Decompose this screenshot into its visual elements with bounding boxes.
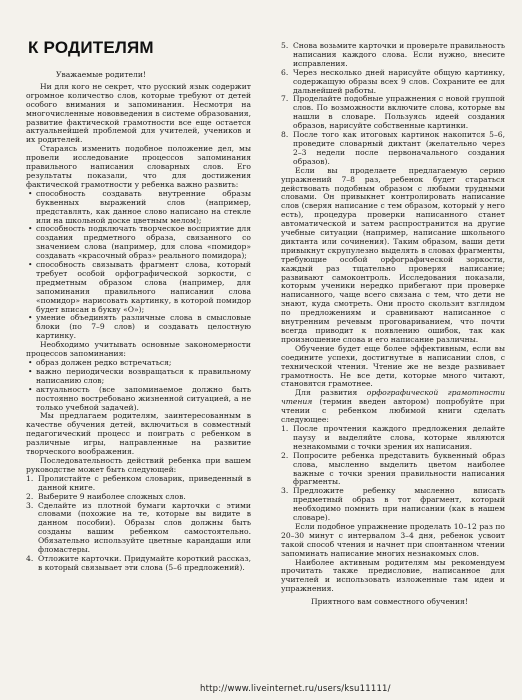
rules-list: [26, 359, 251, 412]
paragraph: Стараясь изменить подобное положение дел, мы провели исследование процессов запоминания правильного написания словарных слов. Его результаты показали, что для достижения фактической грамотности у ребенка важно развить:: [26, 144, 251, 189]
paragraph: Если вы проделаете предлагаемую серию упражнений 7–8 раз, ребенок будет стараться действовать подобным образом с любыми трудными словами. Он привыкнет контролировать написание слов (сверяя написание с тем образом, который у него есть), процедура проверки написанного станет автоматической и затем распространится на другие учебные ситуации (например, написание школьного диктанта или сочинения). Таким образом, ваши дети привыкнут скрупулезно выделять в словах фрагменты, требующие особой орфографической зоркости, каждый раз тщательно проверяя написание; развивают самоконтроль. Исследования показали, которым ученики нередко прибегают при проверке написанного, чаще всего связана с тем, что дети не знают, куда смотреть. Они просто скользят взглядом по предложениям и сравнивают написанное с внутренним речевым проговариванием, что почти всегда приводит к появлению ошибок, так как произношение слова и его написание различны.: [281, 165, 505, 344]
list-item: 7. Проделайте подобные упражнения с новой группой слов. По возможности включите слова, которые вы нашли в словаре. Пользуясь идеей создания образов, нарисуйте собственные картинки.: [281, 94, 505, 131]
closing-line: Приятного вам совместного обучения!: [311, 597, 468, 607]
paragraph: Наиболее активным родителям мы рекомендуем прочитать также предисловие, написанное для учителей и использовать изложенные там идеи и упражнения.: [281, 557, 505, 594]
list-item: • способность подключать творческое восприятие для создания предметного образа, связанного со значением слова (например, для слова «помидор» создавать «красочный образ» реального помидора);: [26, 225, 251, 261]
list-item: • способность создавать внутренние образы буквенных выражений слов (например, представлять, как данное слово написано на стекле или на школьной доске цветным мелом);: [26, 190, 251, 226]
list-item: • важно периодически возвращаться к правильному написанию слов;: [26, 368, 251, 386]
list-item: 2. Выберите 9 наиболее сложных слов.: [26, 491, 186, 501]
list-item: • способность связывать фрагмент слова, который требует особой орфографической зоркости, с предметным образом слова (например, для запоминания правильного написания слова «помидор» нарисовать картинку, в которой помидор будет вписан в букву «О»);: [26, 261, 251, 314]
list-item: • умение объединять различные слова в смысловые блоки (по 7–9 слов) и создавать целостную картинку.: [26, 314, 251, 341]
list-item: 3. Сделайте из плотной бумаги карточки с этими словами (похожие на те, которые вы видите в данном пособии). Образы слов должны быть созданы вашим ребенком самостоятельно. Обязательно используйте цветные карандаши или фломастеры.: [26, 500, 251, 555]
list-item: 4. Отложите карточки. Придумайте короткий рассказ, в который связывает эти слова (5–6 предложений).: [26, 553, 251, 572]
list-item: 3. Предложите ребенку мысленно вписать предметный образ в тот фрагмент, который необходимо помнить при написании (как в нашем словаре).: [281, 486, 505, 523]
list-item: • образ должен редко встречаться;: [26, 359, 251, 368]
paragraph: Необходимо учитывать основные закономерности процессов запоминания:: [26, 340, 251, 359]
paragraph: Если подобное упражнение проделать 10–12 раз по 20–30 минут с интервалом 3–4 дня, ребенок усвоит такой способ чтения и начнет при спонтанном чтении запоминать написание многих незнакомых слов.: [281, 521, 505, 558]
skills-list: [26, 190, 251, 341]
watermark-url: http://www.liveinternet.ru/users/ksu11111/: [200, 684, 391, 694]
list-item: 6. Через несколько дней нарисуйте общую картинку, содержащую образы всех 9 слов. Сохраните ее для дальнейшей работы.: [281, 67, 505, 95]
right-column: [281, 42, 505, 607]
list-item: 1. Пролистайте с ребенком словарик, приведенный в данной книге.: [26, 473, 251, 492]
paragraph: Ни для кого не секрет, что русский язык содержит огромное количество слов, которые требуют от детей особого внимания и запоминания. Несмотря на многочисленные нововведения в системе образования, развитие фактической грамотности все еще остается актуальнейшей проблемой для учителей, учеников и их родителей.: [26, 81, 251, 145]
paragraph: Обучение будет еще более эффективным, если вы соедините успехи, достигнутые в написании слов, с технической чтения. Чтение же не везде развивает грамотность. Не все дети, которые много читают, становятся грамотнее.: [281, 343, 505, 389]
list-item: 1. После прочтения каждого предложения делайте паузу и выделяйте слова, которые являются незнакомыми с точки зрения их написания.: [281, 423, 505, 451]
list-item: 5. Снова возьмите карточки и проверьте правильность написания каждого слова. Если нужно, внесите исправления.: [281, 41, 505, 68]
page-title: К РОДИТЕЛЯМ: [28, 38, 154, 57]
paragraph: Последовательность действий ребенка при вашем руководстве может быть следующей:: [26, 455, 251, 474]
paragraph: Мы предлагаем родителям, заинтересованным в качестве обучения детей, включиться в совместный педагогический процесс и поиграть с ребенком в различные игры, направленные на развитие творческого воображения.: [26, 411, 251, 457]
greeting: Уважаемые родители!: [56, 70, 146, 79]
left-column: [26, 68, 251, 573]
paragraph: Для развития орфографической грамотности чтения (термин введен автором) попробуйте при чтении с ребенком любимой книги сделать следующее:: [281, 388, 505, 425]
steps-list-continued: [281, 42, 505, 167]
list-item: • актуальность (все запоминаемое должно быть постоянно востребовано жизненной ситуацией, а не только учебной задачей).: [26, 386, 251, 413]
reading-steps-list: [281, 425, 505, 523]
list-item: 2. Попросите ребенка представить буквенный образ слова, мысленно выделить цветом наиболее важные с точки зрения правильности написания фрагменты.: [281, 450, 505, 487]
list-item: 8. После того как итоговых картинок накопится 5–6, проведите словарный диктант (желательно через 2–3 недели после первоначального создания образов).: [281, 130, 505, 166]
steps-list: [26, 475, 251, 573]
